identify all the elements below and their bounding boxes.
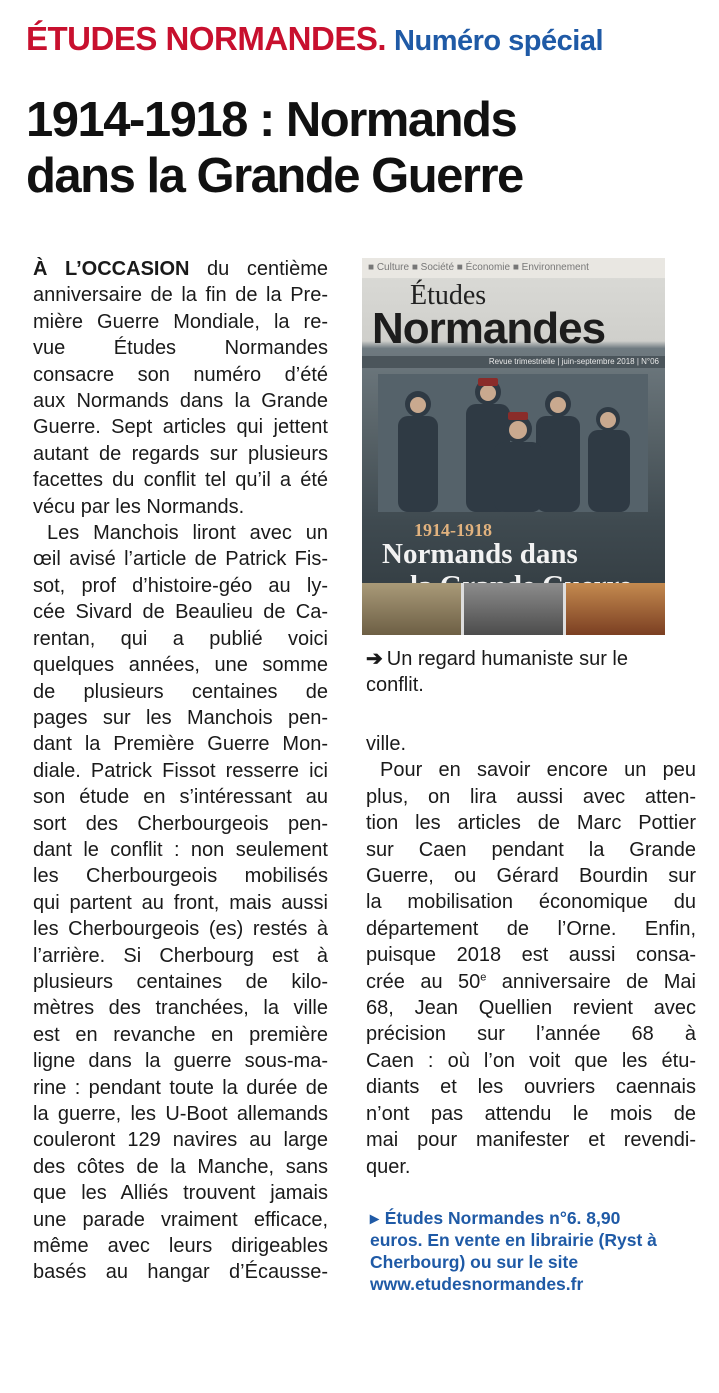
body-line: dant le conflit : non seulement [33, 838, 328, 861]
body-line: rentan, qui a publié voici [33, 627, 328, 650]
body-line: couleront 129 navires au large [33, 1129, 328, 1152]
article-headline [26, 92, 523, 204]
body-line: Pour en savoir encore un peu [380, 759, 696, 782]
cover-thumbnail [362, 583, 461, 635]
cover-caption [366, 646, 686, 698]
body-line: sot, prof d’histoire-géo au ly- [33, 574, 328, 597]
body-line: 68, Jean Quellien revient avec [366, 997, 696, 1020]
cover-issue-strip: Revue trimestrielle | juin-septembre 2018 | N°06 [362, 356, 665, 368]
body-line: l’arrière. Si Cherbourg est à [33, 944, 328, 967]
soldiers-photo-illustration [378, 374, 648, 512]
body-line: autant de regards sur plusieurs [33, 442, 328, 465]
body-line: vue Études Normandes [33, 337, 328, 360]
magazine-cover-image [362, 258, 665, 635]
body-line: les Cherbourgeois (es) restés à [33, 918, 328, 941]
body-line: sur Caen pendant la Grande [366, 838, 696, 861]
body-line: son étude en s’intéressant au [33, 786, 328, 809]
cover-title-line-1: Normands dans [382, 538, 578, 570]
body-line: facettes du conflit tel qu’il a été [33, 469, 328, 492]
cover-thumbnail [566, 583, 665, 635]
body-line: qui partent au front, mais aussi [33, 891, 328, 914]
cover-masthead: Normandes [372, 304, 606, 353]
cover-thumbnails [362, 583, 665, 635]
rubric-header [26, 20, 603, 58]
article-body-left-column [33, 256, 328, 1286]
body-line: mètres des tranchées, la ville [33, 997, 328, 1020]
body-line: cée Sivard de Beaulieu de Ca- [33, 601, 328, 624]
body-line: anniversaire de la fin de la Pre- [33, 284, 328, 307]
body-line: plus, on lira aussi avec atten- [366, 785, 696, 808]
body-line: quelques années, une somme [33, 654, 328, 677]
cover-masthead-small: Études [410, 280, 487, 311]
body-line: Les Manchois liront avec un [47, 522, 328, 545]
body-line: les Cherbourgeois mobilisés [33, 865, 328, 888]
body-line: est en revanche en première [33, 1023, 328, 1046]
body-line: pages sur les Manchois pen- [33, 706, 328, 729]
body-line: dant la Première Guerre Mon- [33, 733, 328, 756]
body-line: précision sur l’année 68 à [366, 1023, 696, 1046]
body-line: mière Guerre Mondiale, la re- [33, 310, 328, 333]
caption-text: Un regard humaniste sur le conflit. [366, 648, 628, 696]
arrow-icon: ➔ [366, 648, 383, 670]
purchase-info-text: Études Normandes n°6. 8,90 euros. En vente en librairie (Ryst à Cherbourg) ou sur le site www.etudesnormandes.fr [370, 1208, 657, 1294]
body-line: aux Normands dans la Grande [33, 390, 328, 413]
body-line: rine : pendant toute la durée de [33, 1076, 328, 1099]
body-line: une parade vraiment efficace, [33, 1208, 328, 1231]
article-body-right-column [366, 731, 696, 1180]
body-line: sort des Cherbourgeois pen- [33, 812, 328, 835]
body-line: diants et les ouvriers caennais [366, 1076, 696, 1099]
body-line: œil avisé l’article de Patrick Fis- [33, 548, 328, 571]
body-line: basés au hangar d’Écausse- [33, 1261, 328, 1284]
body-line: Guerre, ou Gérard Bourdin sur [366, 865, 696, 888]
superscript: e [480, 971, 487, 983]
headline-line-1: 1914-1918 : Normands [26, 93, 517, 147]
cover-thumbnail [464, 583, 563, 635]
body-line: consacre son numéro d’été [33, 363, 328, 386]
lead-in: À L’OCCASION [33, 258, 190, 280]
cover-topics-bar: ■ Culture ■ Société ■ Économie ■ Environnement [362, 258, 665, 278]
rubric-label: ÉTUDES NORMANDES. [26, 20, 387, 57]
body-line: que les Alliés trouvent jamais [33, 1182, 328, 1205]
body-line: diale. Patrick Fissot resserre ici [33, 759, 328, 782]
body-line: n’ont pas attendu le mois de [366, 1102, 696, 1125]
body-line: même avec leurs dirigeables [33, 1235, 328, 1258]
body-line: département de l’Orne. Enfin, [366, 917, 696, 940]
special-issue-label: Numéro spécial [394, 25, 604, 57]
body-line: tion les articles de Marc Pottier [366, 812, 696, 835]
body-line: puisque 2018 est aussi consa- [366, 944, 696, 967]
body-line: quer. [366, 1155, 411, 1178]
body-line: Caen : où l’on voit que les étu- [366, 1049, 696, 1072]
body-line: de plusieurs centaines de [33, 680, 328, 703]
purchase-info [370, 1207, 670, 1295]
cover-years: 1914-1918 [414, 520, 492, 540]
headline-line-2: dans la Grande Guerre [26, 149, 523, 203]
body-line: mai pour manifester et revendi- [366, 1129, 696, 1152]
body-line: ligne dans la guerre sous-ma- [33, 1050, 328, 1073]
body-line: plusieurs centaines de kilo- [33, 970, 328, 993]
body-line: la mobilisation économique du [366, 891, 696, 914]
body-line: ville. [366, 733, 407, 755]
body-line: Guerre. Sept articles qui jettent [33, 416, 328, 439]
body-line: À L’OCCASION du centième [33, 258, 328, 280]
body-line: la guerre, les U-Boot allemands [33, 1103, 328, 1125]
body-line: crée au 50e anniversaire de Mai [366, 970, 696, 993]
triangle-bullet-icon: ▸ [370, 1208, 379, 1228]
body-line: vécu par les Normands. [33, 495, 245, 518]
body-line: des côtes de la Manche, sans [33, 1155, 328, 1178]
